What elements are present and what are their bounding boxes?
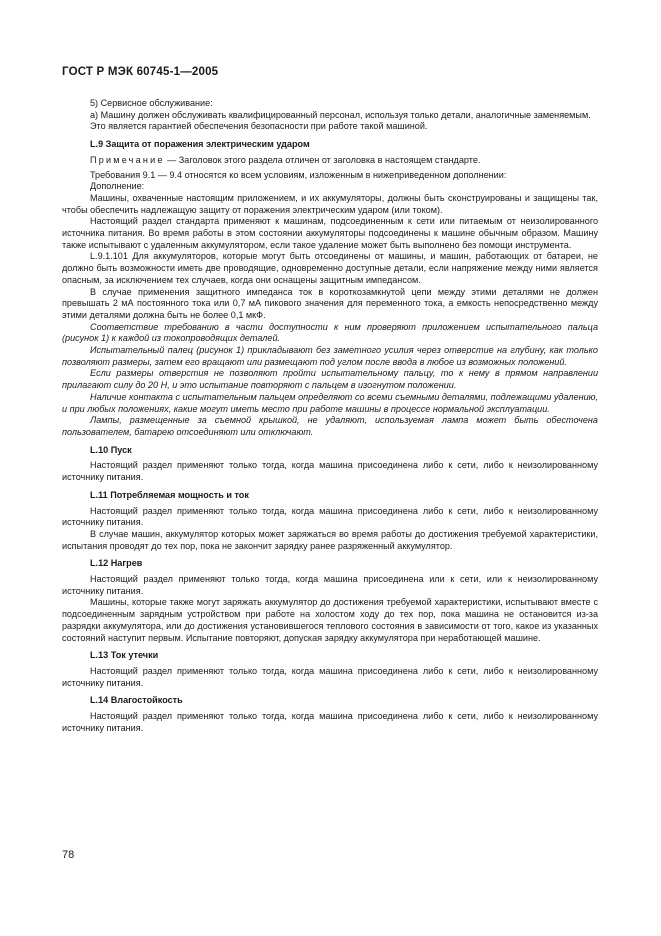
note-label: Примечание bbox=[90, 154, 165, 165]
section-heading: L.11 Потребляемая мощность и ток bbox=[90, 489, 249, 500]
body-paragraph: а) Машину должен обслуживать квалифицированный персонал, используя только детали, аналогичные заменяемым. bbox=[90, 109, 591, 120]
body-paragraph: Это является гарантией обеспечения безопасности при работе такой машиной. bbox=[90, 121, 428, 132]
note-text: — Заголовок этого раздела отличен от заголовка в настоящем стандарте. bbox=[164, 154, 481, 165]
body-paragraph: Настоящий раздел применяют только тогда, когда машина присоединена либо к сети, либо к неизолированному источнику питания. bbox=[62, 665, 598, 688]
document-header: ГОСТ Р МЭК 60745-1—2005 bbox=[62, 66, 219, 78]
body-paragraph: L.9.1.101 Для аккумуляторов, которые могут быть отсоединены от машины, и машин, работающих от батареи, не должно быть возможности иметь две проводящие, одновременно доступные детали, если напряжение между ними является опасным, за исключением тех случаев, когда они оснащены защитным импедансом. bbox=[62, 251, 598, 285]
body-paragraph: Настоящий раздел применяют только тогда, когда машина присоединена либо к сети, либо к неизолированному источнику питания. bbox=[62, 460, 598, 483]
test-procedure-paragraph: Испытательный палец (рисунок 1) прикладывают без заметного усилия через отверстие на глубину, как только позволяют размеры, затем его вращают или размещают под углом после ввода в любое из возможных положений. bbox=[62, 345, 598, 367]
test-procedure-paragraph: Соответствие требованию в части доступности к ним проверяют приложением испытательного пальца (рисунок 1) к каждой из токопроводящих деталей. bbox=[62, 321, 598, 344]
body-paragraph: В случае применения защитного импеданса ток в короткозамкнутой цепи между этими деталями не должен превышать 2 мА постоянного тока или 0,7 мА пикового значения для переменного тока, а емкость непосредственно между этими деталями должна быть не более 0,1 мкФ. bbox=[62, 286, 598, 320]
test-procedure-paragraph: Лампы, размещенные за съемной крышкой, не удаляют, используемая лампа может быть обесточена пользователем, батарею отсоединяют или отключают. bbox=[62, 415, 598, 437]
body-paragraph: В случае машин, аккумулятор которых может заряжаться во время работы до достижения требуемой характеристики, испытания проводят до тех пор, пока не закончит зарядку ранее разряженный аккумулятор. bbox=[62, 528, 598, 551]
document-body bbox=[62, 98, 598, 734]
body-paragraph: Настоящий раздел применяют только тогда, когда машина присоединена либо к сети, либо к неизолированному источнику питания. bbox=[62, 505, 598, 528]
test-procedure-paragraph: Наличие контакта с испытательным пальцем определяют со всеми съемными деталями, подлежащими удалению, и при любых положениях, какие могут иметь место при работе машины в процессе нормальной эксплуатации. bbox=[62, 391, 598, 414]
test-procedure-paragraph: Если размеры отверстия не позволяют пройти испытательному пальцу, то к нему в прямом направлении прилагают силу до 20 Н, и это испытание повторяют с пальцем в изогнутом положении. bbox=[62, 368, 598, 391]
body-paragraph: Настоящий раздел применяют только тогда, когда машина присоединена либо к сети, либо к неизолированному источнику питания. bbox=[62, 711, 598, 733]
body-paragraph: 5) Сервисное обслуживание: bbox=[90, 98, 213, 108]
section-heading: L.12 Нагрев bbox=[90, 558, 143, 569]
section-heading: L.14 Влагостойкость bbox=[90, 695, 183, 706]
body-paragraph: Настоящий раздел стандарта применяют к машинам, подсоединенным к сети или питаемым от неизолированного источника питания. Во время работы в этом состоянии аккумуляторы подсоединены к машине обычным образом. Машину также испытывают с удаленным аккумулятором, если такое удаление может быть выполнено без помощи инструмента. bbox=[62, 216, 598, 250]
body-paragraph: Требования 9.1 — 9.4 относятся ко всем условиям, изложенным в нижеприведенном дополнении: bbox=[90, 169, 507, 180]
body-paragraph: Дополнение: bbox=[90, 181, 145, 192]
note-paragraph bbox=[62, 155, 598, 167]
body-paragraph: Машины, которые также могут заряжать аккумулятор до достижения требуемой характеристики, испытывают вместе с подсоединенным зарядным устройством при работе на холостом ходу до тех пор, пока машина не остановится из-за разрядки аккумулятора, или до достижения установившегося теплового состояния в зависимости от того, какое из указанных состояний наступит первым. Испытание повторяют, допуская зарядку аккумулятора при неработающей машине. bbox=[62, 597, 598, 643]
section-heading: L.9 Защита от поражения электрическим ударом bbox=[90, 139, 310, 150]
section-heading: L.13 Ток утечки bbox=[90, 650, 159, 661]
section-heading: L.10 Пуск bbox=[90, 444, 132, 455]
page-number: 78 bbox=[62, 849, 75, 861]
body-paragraph: Машины, охваченные настоящим приложением, и их аккумуляторы, должны быть сконструированы и защищены так, чтобы обеспечить надлежащую защиту от поражения электрическим ударом (или током). bbox=[62, 192, 598, 215]
body-paragraph: Настоящий раздел применяют только тогда, когда машина присоединена или к сети, или к неизолированному источнику питания. bbox=[62, 574, 598, 596]
